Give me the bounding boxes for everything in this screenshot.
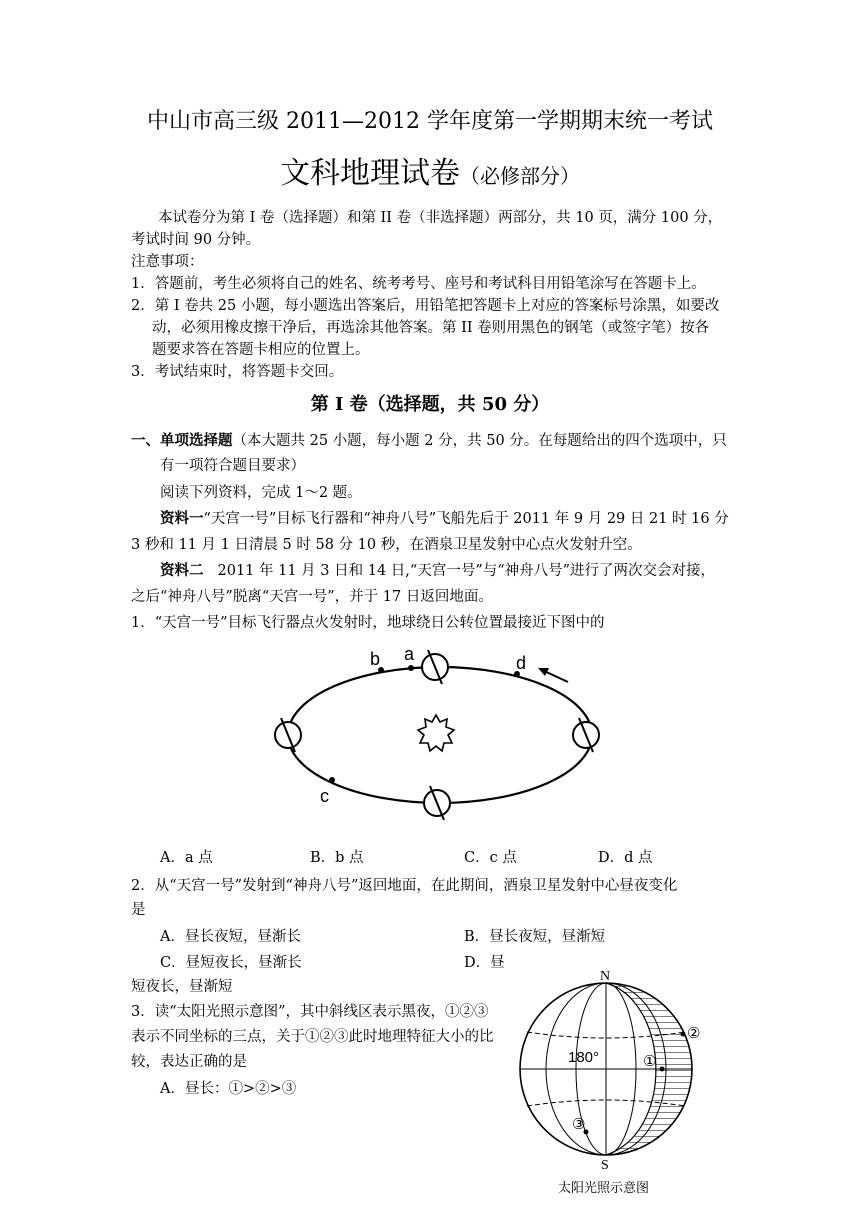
point-1-label: ① — [643, 1052, 657, 1070]
south-label: S — [601, 1158, 609, 1173]
sunlight-globe-diagram — [510, 962, 710, 1202]
notice-item-2c: 题要求答在答题卡相应的位置上。 — [152, 342, 370, 358]
material2-line-a — [160, 560, 715, 582]
point-3-label: ③ — [572, 1115, 586, 1133]
notice-label: 注意事项： — [131, 254, 204, 270]
intro-line2: 考试时间 90 分钟。 — [131, 232, 261, 248]
material1-text-a: “天宫一号”目标飞行器和“神舟八号”飞船先后于 2011 年 9 月 29 日 21 时 16 分 — [203, 511, 729, 527]
exam-title-line1: 中山市高三级 2011—2012 学年度第一学期期末统一考试 — [147, 109, 713, 134]
orbit-point-c — [329, 777, 335, 783]
material1-line-a — [160, 508, 729, 530]
q2-option-c: C．昼短夜长，昼渐长 — [160, 955, 302, 971]
q1-option-d: D．d 点 — [598, 850, 653, 866]
notice-item-1: 1．答题前，考生必须将自己的姓名、统考考号、座号和考试科目用铅笔涂写在答题卡上。 — [131, 276, 706, 292]
part-desc-a: （本大题共 25 小题，每小题 2 分，共 50 分。在每题给出的四个选项中，只 — [232, 433, 727, 449]
direction-arrow-icon — [538, 668, 568, 682]
q3-stem-a: 3．读“太阳光照示意图”，其中斜线区表示黑夜，①②③ — [131, 1004, 489, 1020]
part-desc-b: 有一项符合题目要求） — [160, 458, 305, 474]
longitude-label: 180° — [568, 1049, 600, 1066]
material2-label: 资料二 — [160, 562, 204, 579]
orbit-label-c: c — [320, 786, 329, 806]
orbit-label-d: d — [516, 653, 527, 673]
q1-option-a: A．a 点 — [160, 850, 213, 866]
q2-option-d-a: D．昼 — [464, 955, 505, 971]
material2-text-a: 2011 年 11 月 3 日和 14 日,“天宫一号”与“神舟八号”进行了两次交会对接， — [217, 563, 716, 579]
point-2-label: ② — [687, 1024, 701, 1042]
notice-item-3: 3．考试结束时，将答题卡交回。 — [131, 364, 344, 380]
intro-line1: 本试卷分为第 I 卷（选择题）和第 II 卷（非选择题）两部分，共 10 页，满分 100 分， — [158, 210, 723, 226]
material1-line-b: 3 秒和 11 月 1 日清晨 5 时 58 分 10 秒，在酒泉卫星发射中心点火发射升空。 — [131, 537, 642, 553]
q3-option-a: A．昼长：①>②>③ — [160, 1081, 297, 1097]
earth-icon-right — [573, 718, 599, 752]
part-heading — [131, 430, 727, 452]
q2-stem-a: 2．从“天宫一号”发射到“神舟八号”返回地面，在此期间，酒泉卫星发射中心昼夜变化 — [131, 878, 678, 894]
point-2-marker — [681, 1032, 686, 1037]
q2-stem-b: 是 — [131, 902, 146, 918]
earth-icon-left — [275, 718, 301, 752]
q3-stem-b: 表示不同坐标的三点，关于①②③此时地理特征大小的比 — [131, 1029, 494, 1045]
notice-item-2b: 动，必须用橡皮擦干净后，再选涂其他答案。第 II 卷则用黑色的钢笔（或签字笔）按各 — [152, 320, 710, 336]
q1-option-c: C．c 点 — [464, 850, 517, 866]
q1-option-b: B．b 点 — [310, 850, 364, 866]
read-prompt: 阅读下列资料，完成 1～2 题。 — [160, 485, 362, 501]
material2-line-b: 之后“神舟八号”脱离“天宫一号”，并于 17 日返回地面。 — [131, 589, 493, 605]
globe-caption: 太阳光照示意图 — [558, 1181, 650, 1196]
q2-option-d-b: 短夜长，昼渐短 — [131, 979, 233, 995]
orbit-label-b: b — [370, 649, 381, 669]
q2-option-a: A．昼长夜短，昼渐长 — [160, 929, 301, 945]
north-label: N — [600, 969, 611, 984]
orbit-label-a: a — [404, 644, 415, 664]
q1-stem: 1．“天宫一号”目标飞行器点火发射时，地球绕日公转位置最接近下图中的 — [131, 615, 605, 631]
part-label: 一、单项选择题 — [131, 432, 233, 449]
exam-title-main-text: 文科地理试卷 — [280, 156, 460, 191]
orbit-point-a — [408, 665, 414, 671]
orbit-diagram — [270, 640, 610, 840]
exam-title-sub: （必修部分） — [460, 164, 580, 188]
sun-icon — [418, 715, 454, 751]
section-title: 第 I 卷（选择题，共 50 分） — [310, 394, 550, 415]
notice-item-2a: 2．第 I 卷共 25 小题，每小题选出答案后，用铅笔把答题卡上对应的答案标号涂黑，如要改 — [131, 298, 720, 314]
q3-stem-c: 较，表达正确的是 — [131, 1054, 247, 1070]
exam-title-main — [0, 148, 860, 192]
q2-option-b: B．昼长夜短，昼渐短 — [464, 929, 606, 945]
point-1-marker — [660, 1067, 665, 1072]
earth-icon-top — [422, 650, 448, 684]
earth-icon-bottom — [424, 786, 450, 820]
material1-label: 资料一 — [160, 510, 204, 527]
